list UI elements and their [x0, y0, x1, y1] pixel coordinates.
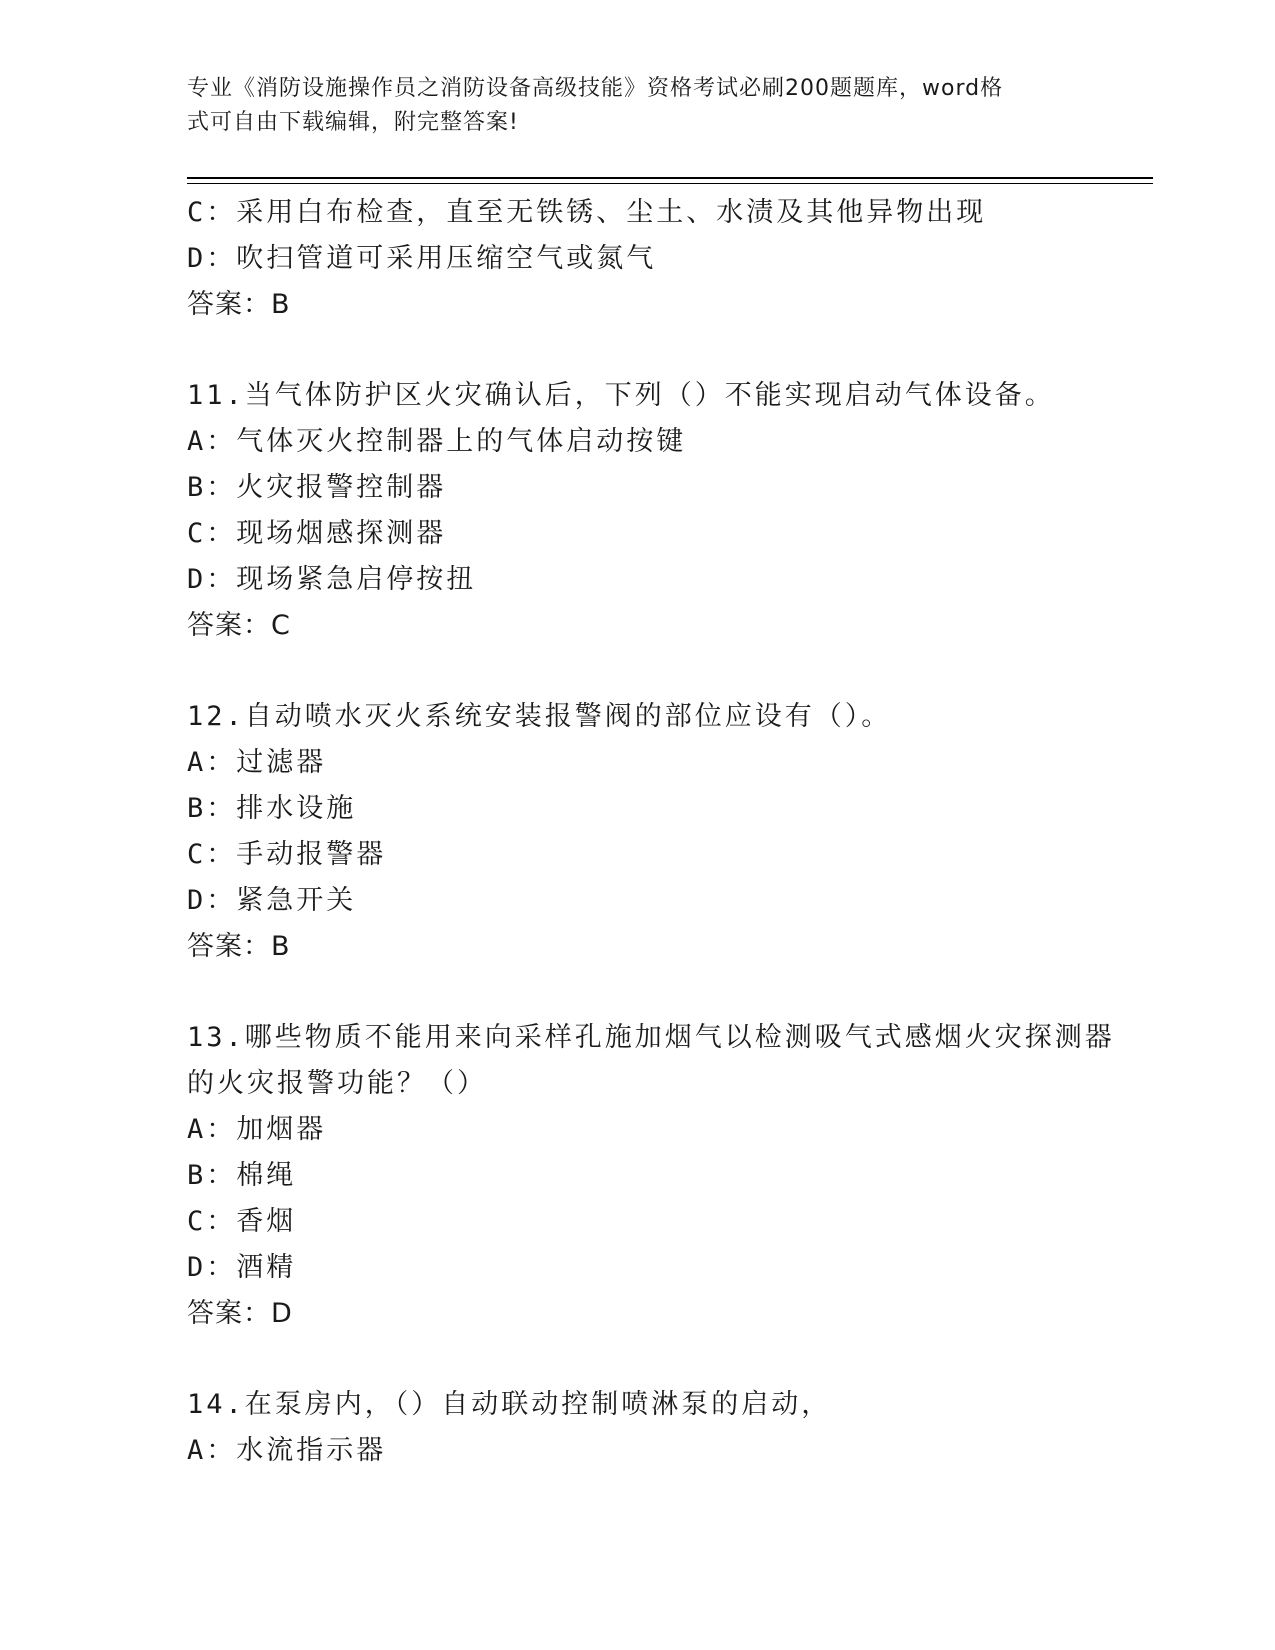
option-d: D：酒精	[187, 1252, 297, 1283]
option-c: C：现场烟感探测器	[187, 518, 447, 549]
document-header	[187, 72, 1087, 140]
answer-line: 答案：B	[187, 931, 291, 962]
question-stem-13-line-2: 的火灾报警功能？（）	[187, 1068, 487, 1099]
option-b: B：棉绳	[187, 1160, 297, 1191]
option-d: D：紧急开关	[187, 885, 357, 916]
option-a: A：气体灭火控制器上的气体启动按键	[187, 426, 687, 457]
option-c: C：香烟	[187, 1206, 297, 1237]
option-b: B：排水设施	[187, 793, 357, 824]
option-a: A：水流指示器	[187, 1435, 387, 1466]
question-stem-11: 11.当气体防护区火灾确认后，下列（）不能实现启动气体设备。	[187, 380, 1055, 411]
spacer	[187, 328, 1147, 373]
header-divider-thick	[187, 177, 1153, 179]
answer-line: 答案：C	[187, 610, 291, 641]
question-list	[187, 190, 1147, 1474]
spacer	[187, 970, 1147, 1015]
question-stem-12: 12.自动喷水灭火系统安装报警阀的部位应设有（）。	[187, 701, 892, 732]
option-b: B：火灾报警控制器	[187, 472, 447, 503]
question-stem-14: 14.在泵房内，（）自动联动控制喷淋泵的启动，	[187, 1389, 832, 1420]
option-c: C：采用白布检查，直至无铁锈、尘土、水渍及其他异物出现	[187, 197, 987, 228]
option-d: D：现场紧急启停按扭	[187, 564, 477, 595]
spacer	[187, 1337, 1147, 1382]
option-a: A：过滤器	[187, 747, 327, 778]
header-line-1: 专业《消防设施操作员之消防设备高级技能》资格考试必刷200题题库，word格	[187, 76, 1004, 101]
header-divider-thin	[187, 183, 1153, 184]
option-a: A：加烟器	[187, 1114, 327, 1145]
answer-line: 答案：D	[187, 1298, 293, 1329]
question-stem-13-line-1: 13.哪些物质不能用来向采样孔施加烟气以检测吸气式感烟火灾探测器	[187, 1022, 1115, 1053]
spacer	[187, 649, 1147, 694]
answer-line: 答案：B	[187, 289, 291, 320]
header-line-2: 式可自由下载编辑，附完整答案!	[187, 110, 519, 135]
option-d: D：吹扫管道可采用压缩空气或氮气	[187, 243, 657, 274]
option-c: C：手动报警器	[187, 839, 387, 870]
